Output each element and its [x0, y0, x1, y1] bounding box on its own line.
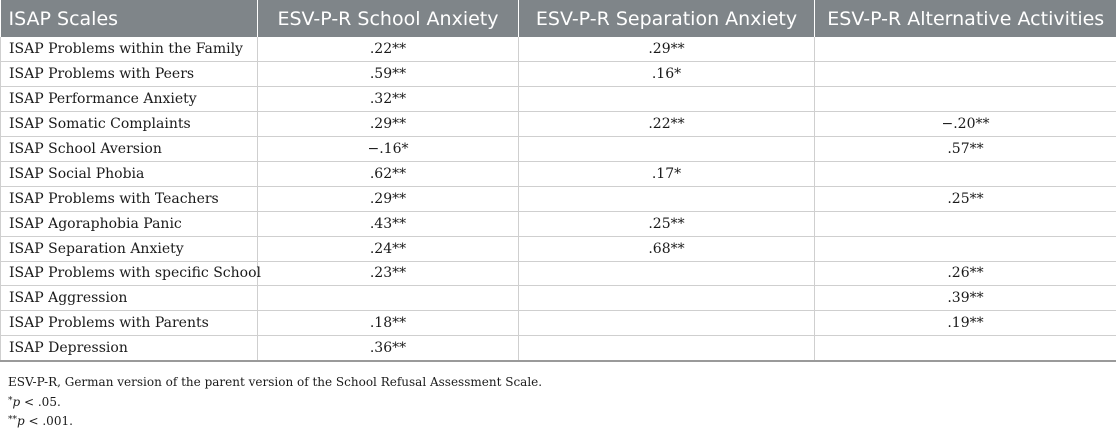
cell-separation-anxiety: [519, 261, 815, 286]
note-p: p: [12, 394, 21, 409]
cell-school-anxiety: .62**: [258, 161, 519, 186]
table-row: [1, 137, 1116, 162]
header-alternative-activities: ESV-P-R Alternative Activities: [827, 7, 1105, 30]
header-row: [1, 0, 1116, 37]
table-row: [1, 261, 1116, 286]
row-label: ISAP Social Phobia: [1, 161, 258, 186]
cell-school-anxiety: .24**: [258, 236, 519, 261]
cell-school-anxiety: .43**: [258, 211, 519, 236]
cell-separation-anxiety: [519, 311, 815, 336]
cell-separation-anxiety: [519, 336, 815, 361]
header-isap-scales: ISAP Scales: [1, 0, 258, 37]
cell-alternative-activities: .25**: [815, 186, 1116, 211]
note-text: < .05.: [20, 394, 61, 409]
note-text: < .001.: [24, 414, 73, 428]
cell-separation-anxiety: [519, 87, 815, 112]
cell-alternative-activities: [815, 161, 1116, 186]
row-label: ISAP Problems with Teachers: [1, 186, 258, 211]
cell-alternative-activities: [815, 37, 1116, 62]
cell-school-anxiety: .36**: [258, 336, 519, 361]
cell-school-anxiety: .32**: [258, 87, 519, 112]
note-symbol: **: [8, 415, 17, 425]
row-label: ISAP School Aversion: [1, 137, 258, 162]
table-row: [1, 286, 1116, 311]
cell-separation-anxiety: .16*: [519, 62, 815, 87]
cell-school-anxiety: .29**: [258, 112, 519, 137]
table-row: [1, 62, 1116, 87]
cell-school-anxiety: .59**: [258, 62, 519, 87]
cell-alternative-activities: [815, 62, 1116, 87]
cell-school-anxiety: .29**: [258, 186, 519, 211]
significance-note-001: [8, 411, 542, 431]
table-footnotes: [8, 373, 542, 431]
cell-alternative-activities: [815, 236, 1116, 261]
header-separation-anxiety: ESV-P-R Separation Anxiety: [519, 0, 815, 37]
table-header: [1, 0, 1116, 37]
row-label: ISAP Depression: [1, 336, 258, 361]
cell-school-anxiety: [258, 286, 519, 311]
abbreviation-note: ESV-P-R, German version of the parent version of the School Refusal Assessment Scale.: [8, 375, 543, 389]
cell-alternative-activities: .57**: [815, 137, 1116, 162]
cell-separation-anxiety: .29**: [519, 37, 815, 62]
row-label: ISAP Aggression: [1, 286, 258, 311]
cell-separation-anxiety: .25**: [519, 211, 815, 236]
cell-school-anxiety: .22**: [258, 37, 519, 62]
cell-alternative-activities: .26**: [815, 261, 1116, 286]
cell-alternative-activities: .19**: [815, 311, 1116, 336]
cell-separation-anxiety: .17*: [519, 161, 815, 186]
significance-note-05: [8, 392, 542, 412]
cell-alternative-activities: −.20**: [815, 112, 1116, 137]
table-row: [1, 161, 1116, 186]
cell-school-anxiety: .18**: [258, 311, 519, 336]
table-body: [1, 37, 1116, 361]
row-label: ISAP Performance Anxiety: [1, 87, 258, 112]
cell-alternative-activities: [815, 211, 1116, 236]
cell-separation-anxiety: [519, 137, 815, 162]
cell-separation-anxiety: [519, 286, 815, 311]
table-row: [1, 211, 1116, 236]
cell-alternative-activities: [815, 336, 1116, 361]
cell-separation-anxiety: .22**: [519, 112, 815, 137]
row-label: ISAP Somatic Complaints: [1, 112, 258, 137]
row-label: ISAP Problems with Peers: [1, 62, 258, 87]
table-row: [1, 37, 1116, 62]
row-label: ISAP Problems with Parents: [1, 311, 258, 336]
cell-separation-anxiety: [519, 186, 815, 211]
cell-school-anxiety: .23**: [258, 261, 519, 286]
row-label: ISAP Problems with specific School: [1, 261, 258, 286]
table-row: [1, 186, 1116, 211]
row-label: ISAP Separation Anxiety: [1, 236, 258, 261]
cell-separation-anxiety: .68**: [519, 236, 815, 261]
cell-school-anxiety: −.16*: [258, 137, 519, 162]
row-label: ISAP Problems within the Family: [1, 37, 258, 62]
header-school-anxiety: ESV-P-R School Anxiety: [258, 0, 519, 37]
cell-alternative-activities: [815, 87, 1116, 112]
note-symbol: *: [8, 395, 13, 406]
row-label: ISAP Agoraphobia Panic: [1, 211, 258, 236]
table-row: [1, 336, 1116, 361]
note-p: p: [17, 414, 25, 428]
table-row: [1, 236, 1116, 261]
table-row: [1, 112, 1116, 137]
table-row: [1, 87, 1116, 112]
cell-alternative-activities: .39**: [815, 286, 1116, 311]
table-row: [1, 311, 1116, 336]
